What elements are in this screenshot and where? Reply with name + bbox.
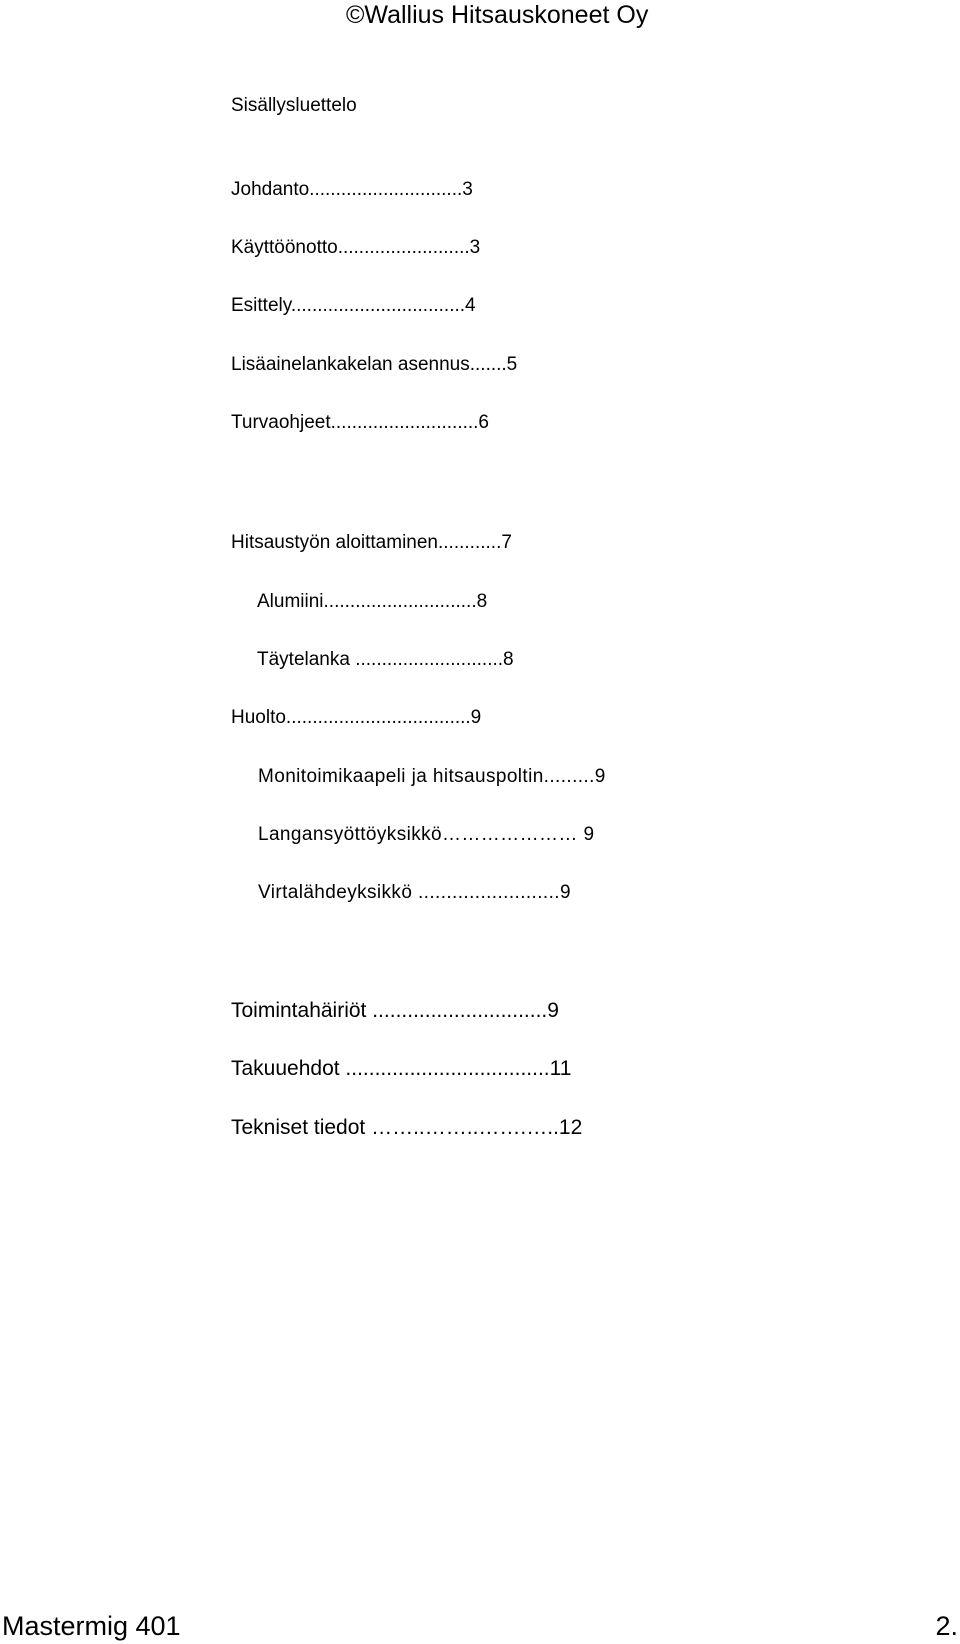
toc-entry-johdanto: Johdanto.............................3 (231, 179, 473, 200)
toc-entry-monitoimikaapeli: Monitoimikaapeli ja hitsauspoltin.........9 (258, 766, 606, 787)
footer-manual-name: Mastermig 401 (2, 1611, 181, 1641)
footer-page-number: 2. (935, 1611, 958, 1641)
toc-entry-virtalahdeyksikko: Virtalähdeyksikkö .........................9 (258, 882, 571, 903)
toc-entry-kayttoonotto: Käyttöönotto.........................3 (231, 237, 481, 258)
copyright-header: ©Wallius Hitsauskoneet Oy (346, 1, 649, 29)
toc-entry-lisaainelankakelan-asennus: Lisäainelankakelan asennus.......5 (231, 354, 518, 375)
toc-entry-taytelanka: Täytelanka ............................8 (257, 649, 514, 670)
toc-entry-esittely: Esittely.................................4 (231, 295, 476, 316)
toc-entry-turvaohjeet: Turvaohjeet............................6 (231, 412, 490, 433)
toc-entry-hitsaustyon-aloittaminen: Hitsaustyön aloittaminen............7 (231, 532, 512, 553)
toc-entry-toimintahairiot: Toimintahäiriöt ..............................9 (231, 999, 559, 1022)
toc-entry-takuuehdot: Takuuehdot ...................................11 (231, 1057, 572, 1080)
toc-entry-huolto: Huolto...................................9 (231, 707, 482, 728)
toc-title: Sisällysluettelo (231, 95, 357, 116)
toc-entry-tekniset-tiedot: Tekniset tiedot ……..……..…….…..12 (231, 1116, 583, 1139)
toc-entry-alumiini: Alumiini.............................8 (257, 591, 488, 612)
toc-entry-langansyottoyksikko: Langansyöttöyksikkö………………… 9 (258, 824, 595, 845)
